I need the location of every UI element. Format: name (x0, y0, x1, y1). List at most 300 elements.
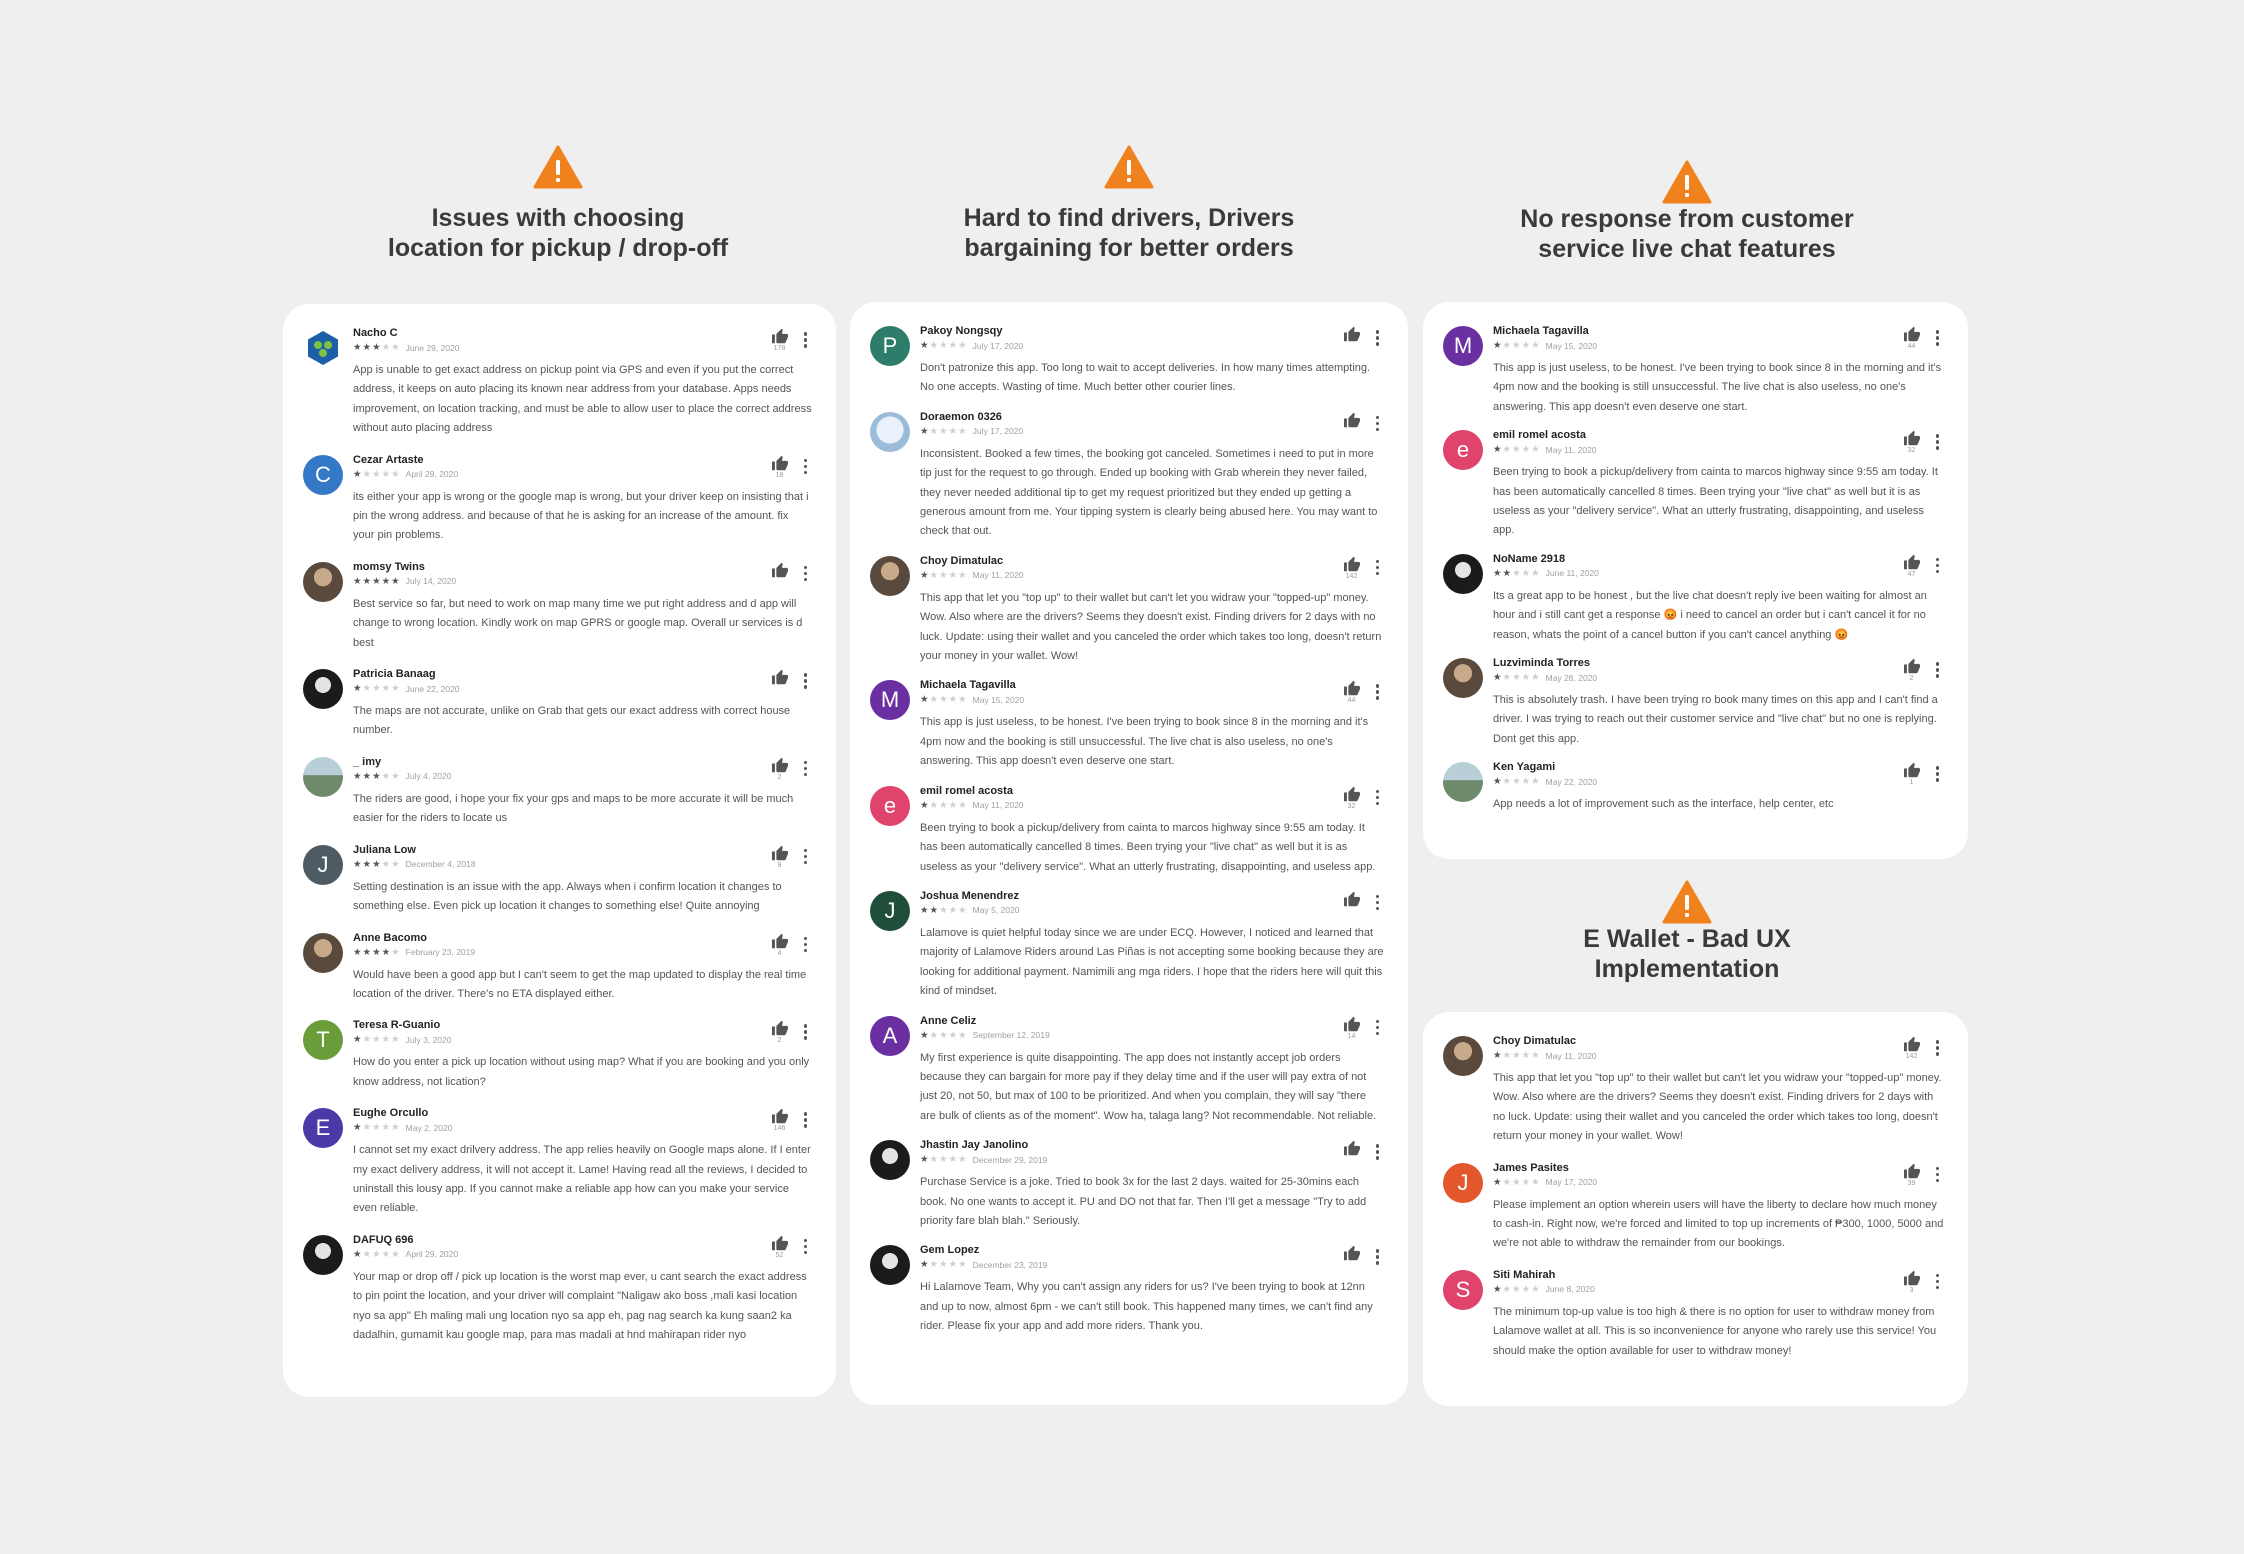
star-icon: ★ (391, 1122, 401, 1134)
star-icon: ★ (362, 770, 373, 782)
thumbs-up-icon (1343, 326, 1361, 342)
review-meta (353, 682, 812, 695)
helpful-button[interactable] (1343, 326, 1361, 343)
review-date: June 8, 2020 (1545, 1284, 1595, 1295)
review-item (870, 678, 1384, 771)
review-text: App needs a lot of improvement such as the interface, help center, etc (1493, 798, 1834, 811)
review-text: its either your app is wrong or the google map is wrong, but your driver keep on insisting that i pin the wrong address. and because of that he is asking for an increase of the amount. fix your pin problems. (353, 490, 809, 542)
reviewer-name: Choy Dimatulac (1493, 1035, 1577, 1047)
helpful-count: 44 (1347, 697, 1356, 705)
review-meta (920, 693, 1384, 706)
star-icon: ★ (958, 340, 968, 351)
reviewer-name: Anne Celiz (920, 1014, 977, 1027)
review-meta (1493, 775, 1944, 788)
star-icon: ★ (391, 1248, 401, 1260)
helpful-button[interactable] (771, 1020, 789, 1045)
review-meta (353, 858, 812, 871)
star-rating (1493, 339, 1541, 352)
more-vertical-icon[interactable] (799, 933, 813, 957)
helpful-button[interactable] (1343, 556, 1361, 581)
avatar (1443, 658, 1483, 698)
star-icon: ★ (391, 342, 401, 353)
more-vertical-icon[interactable] (799, 455, 813, 479)
reviewer-name: _ imy (353, 755, 382, 768)
review-item (303, 453, 812, 546)
review-actions (1903, 430, 1945, 455)
star-icon: ★ (362, 683, 373, 695)
helpful-button[interactable] (1343, 786, 1361, 811)
star-icon: ★ (1512, 1283, 1522, 1295)
review-item (303, 1233, 812, 1346)
reviews-card-location (283, 304, 836, 1397)
star-icon: ★ (958, 694, 968, 706)
review-date: December 23, 2019 (972, 1259, 1048, 1270)
review-item (1443, 656, 1944, 749)
star-icon: ★ (1521, 1050, 1532, 1061)
star-icon: ★ (948, 904, 959, 916)
star-icon: ★ (381, 770, 392, 782)
more-vertical-icon[interactable] (1931, 430, 1945, 454)
star-icon: ★ (391, 858, 401, 870)
more-vertical-icon[interactable] (799, 1235, 813, 1259)
star-icon: ★ (362, 342, 373, 353)
review-item (303, 843, 812, 917)
review-meta (1493, 567, 1944, 580)
thumbs-up-icon (771, 757, 789, 773)
review-actions (771, 328, 813, 353)
star-icon: ★ (1502, 1283, 1513, 1295)
thumbs-up-icon (1903, 658, 1921, 674)
review-item (870, 889, 1384, 1002)
review-text: The minimum top-up value is too high & there is no option for user to withdraw money from Lalamove wallet at all. This is so inconvenience for anyone who rarely use this service! You should make the option available for user to withdraw money! (1493, 1305, 1937, 1357)
reviewer-name: momsy Twins (353, 560, 425, 573)
review-item (870, 784, 1384, 877)
star-icon: ★ (391, 683, 401, 695)
more-vertical-icon[interactable] (1931, 326, 1945, 350)
more-vertical-icon[interactable] (1931, 1036, 1945, 1060)
helpful-button[interactable] (771, 1235, 789, 1260)
helpful-button[interactable] (1343, 680, 1361, 705)
reviewer-name: NoName 2918 (1493, 552, 1566, 565)
helpful-button[interactable] (1903, 1163, 1921, 1188)
helpful-button[interactable] (1903, 658, 1921, 683)
thumbs-up-icon (1343, 891, 1361, 907)
more-vertical-icon[interactable] (1371, 891, 1385, 915)
helpful-button[interactable] (1343, 1245, 1361, 1262)
star-rating (353, 682, 401, 695)
section-title: No response from customer service live chat features (1520, 205, 1854, 263)
helpful-button[interactable] (771, 328, 789, 353)
review-item (303, 1018, 812, 1092)
thumbs-up-icon (1343, 412, 1361, 428)
star-icon: ★ (362, 468, 373, 480)
helpful-button[interactable] (1343, 412, 1361, 429)
star-rating (353, 468, 401, 481)
review-text: This app that let you "top up" to their wallet but can't let you widraw your "topped-up" money. Wow. Also where are the drivers? Seems they doesn't exist. Finding drivers for 2 days with no luck. Update: using their wallet and you canceled the order which takes too long, doesn't return your money in your wallet. Wow! (920, 591, 1382, 663)
star-icon: ★ (381, 946, 392, 958)
star-rating (920, 1029, 968, 1042)
helpful-count: 52 (775, 1251, 784, 1259)
star-icon: ★ (1531, 1050, 1541, 1061)
star-icon: ★ (1521, 1176, 1532, 1188)
review-date: May 11, 2020 (972, 800, 1024, 811)
star-icon: ★ (1493, 1050, 1503, 1061)
section-title: Hard to find drivers, Drivers bargaining for better orders (963, 204, 1295, 262)
avatar: M (870, 680, 910, 720)
helpful-count: 3 (1909, 1286, 1914, 1294)
reviewer-name: Doraemon 0326 (920, 410, 1002, 423)
review-actions (771, 845, 813, 870)
review-date: June 11, 2020 (1545, 568, 1599, 579)
review-actions (1903, 762, 1945, 787)
star-rating (920, 569, 968, 582)
review-meta (1493, 339, 1944, 352)
more-vertical-icon[interactable] (799, 1108, 813, 1132)
warning-triangle-icon (1662, 160, 1712, 204)
star-icon: ★ (353, 946, 363, 958)
star-rating (1493, 1049, 1541, 1062)
review-item (1443, 552, 1944, 645)
thumbs-up-icon (1903, 326, 1921, 342)
star-icon: ★ (920, 1029, 930, 1041)
avatar (303, 933, 343, 973)
review-item (1443, 428, 1944, 541)
star-icon: ★ (958, 1154, 968, 1166)
helpful-count: 2 (777, 773, 782, 781)
star-icon: ★ (1502, 776, 1513, 788)
helpful-button[interactable] (771, 455, 789, 480)
review-date: September 12, 2019 (972, 1030, 1050, 1041)
reviewer-name: emil romel acosta (920, 784, 1013, 797)
review-item (870, 1138, 1384, 1231)
helpful-count: 18 (775, 471, 784, 479)
more-vertical-icon[interactable] (1371, 412, 1385, 436)
star-icon: ★ (920, 569, 930, 581)
review-meta (353, 946, 812, 959)
review-date: May 17, 2020 (1545, 1177, 1598, 1188)
review-item (303, 560, 812, 653)
more-vertical-icon[interactable] (799, 669, 813, 693)
thumbs-up-icon (1903, 1036, 1921, 1052)
review-date: May 11, 2020 (972, 570, 1024, 581)
review-text: Would have been a good app but I can't seem to get the map updated to display the real time location of the driver. There's no ETA displayed either. (353, 968, 807, 1000)
star-icon: ★ (381, 1248, 392, 1260)
star-icon: ★ (929, 694, 940, 706)
star-icon: ★ (920, 1154, 930, 1166)
avatar (303, 757, 343, 797)
star-icon: ★ (1521, 340, 1532, 351)
review-date: May 5, 2020 (972, 905, 1020, 916)
more-vertical-icon[interactable] (799, 757, 813, 781)
review-text: Been trying to book a pickup/delivery from cainta to marcos highway since 9:55 am today. It has been automatically cancelled 8 times. Been trying your "live chat" as well but it is as useless as your "delivery service". What an utterly frustrating, disappointing, and useless app. (920, 821, 1376, 873)
review-meta (920, 425, 1384, 438)
review-date: June 22, 2020 (405, 683, 460, 694)
review-date: May 15, 2020 (1545, 340, 1598, 351)
review-meta (920, 1258, 1384, 1271)
star-rating (920, 1258, 968, 1271)
review-meta (1493, 671, 1944, 684)
warning-triangle-icon (1104, 145, 1154, 189)
helpful-button[interactable] (1903, 326, 1921, 351)
star-icon: ★ (948, 1154, 959, 1166)
review-text: The riders are good, i hope your fix your gps and maps to be more accurate it will be much easier for the riders to locate us (353, 792, 794, 825)
review-meta (920, 1153, 1384, 1166)
helpful-button[interactable] (1903, 430, 1921, 455)
star-icon: ★ (1512, 444, 1522, 456)
avatar (1443, 762, 1483, 802)
reviewer-name: emil romel acosta (1493, 429, 1586, 442)
star-icon: ★ (372, 1122, 382, 1134)
review-item (1443, 760, 1944, 814)
star-rating (353, 946, 401, 959)
review-meta (920, 1029, 1384, 1042)
helpful-count: 32 (1907, 447, 1916, 455)
star-icon: ★ (372, 575, 382, 587)
star-icon: ★ (948, 1259, 959, 1271)
more-vertical-icon[interactable] (1931, 1270, 1945, 1294)
star-icon: ★ (939, 1259, 949, 1271)
review-actions (1343, 1140, 1385, 1164)
review-date: December 29, 2019 (972, 1154, 1048, 1165)
star-icon: ★ (372, 1034, 382, 1046)
more-vertical-icon[interactable] (799, 328, 813, 352)
review-actions (1903, 1036, 1945, 1061)
star-icon: ★ (353, 575, 363, 587)
star-icon: ★ (939, 1154, 949, 1166)
review-date: May 15, 2020 (972, 694, 1025, 705)
reviewer-name: James Pasites (1493, 1161, 1569, 1174)
reviewer-name: Nacho C (353, 327, 398, 339)
star-icon: ★ (381, 468, 392, 480)
helpful-count: 146 (773, 1125, 786, 1133)
reviewer-name: Pakoy Nongsqy (920, 325, 1003, 337)
review-actions (1343, 786, 1385, 811)
star-icon: ★ (939, 799, 949, 811)
review-meta (353, 1121, 812, 1134)
more-vertical-icon[interactable] (1371, 786, 1385, 810)
helpful-count: 2 (1909, 675, 1914, 683)
avatar (303, 1235, 343, 1275)
review-date: April 29, 2020 (405, 469, 459, 480)
reviewer-name: Patricia Banaag (353, 668, 436, 681)
helpful-button[interactable] (771, 1108, 789, 1133)
reviewer-name: Juliana Low (353, 843, 416, 856)
star-icon: ★ (1493, 1176, 1503, 1188)
review-actions (771, 1235, 813, 1260)
review-item (1443, 1034, 1944, 1147)
helpful-button[interactable] (771, 562, 789, 579)
helpful-button[interactable] (771, 669, 789, 686)
reviewer-name: Luzviminda Torres (1493, 657, 1590, 670)
thumbs-up-icon (771, 933, 789, 949)
star-icon: ★ (381, 575, 392, 587)
helpful-count: 142 (1905, 1053, 1918, 1060)
review-date: July 4, 2020 (405, 771, 452, 782)
star-icon: ★ (362, 1248, 373, 1260)
reviewer-name: Choy Dimatulac (920, 554, 1004, 567)
review-item (870, 410, 1384, 542)
review-meta (1493, 1176, 1944, 1189)
review-date: May 11, 2020 (1545, 1050, 1597, 1061)
star-icon: ★ (1512, 1176, 1522, 1188)
star-rating (1493, 671, 1541, 684)
star-rating (920, 339, 968, 352)
star-icon: ★ (381, 858, 392, 870)
star-icon: ★ (939, 340, 949, 351)
reviewer-name: Michaela Tagavilla (1493, 325, 1589, 337)
star-icon: ★ (362, 1034, 373, 1046)
star-icon: ★ (929, 569, 940, 581)
star-icon: ★ (1531, 444, 1541, 456)
helpful-button[interactable] (1343, 891, 1361, 908)
star-icon: ★ (381, 342, 392, 353)
reviewer-name: Michaela Tagavilla (920, 679, 1016, 692)
more-vertical-icon[interactable] (799, 562, 813, 586)
thumbs-up-icon (771, 1108, 789, 1124)
thumbs-up-icon (1903, 430, 1921, 446)
star-icon: ★ (353, 770, 363, 782)
thumbs-up-icon (771, 845, 789, 861)
avatar (1443, 1036, 1483, 1076)
star-rating (353, 575, 401, 588)
avatar (870, 556, 910, 596)
review-date: July 3, 2020 (405, 1034, 452, 1045)
more-vertical-icon[interactable] (1371, 326, 1385, 350)
helpful-count: 9 (777, 861, 782, 869)
helpful-count: 32 (1347, 802, 1356, 810)
warning-triangle-icon (533, 145, 583, 189)
star-icon: ★ (391, 575, 401, 587)
review-date: May 2, 2020 (405, 1122, 453, 1133)
star-icon: ★ (948, 340, 959, 351)
review-actions (1903, 1163, 1945, 1188)
star-icon: ★ (958, 904, 968, 916)
review-item (870, 554, 1384, 667)
review-meta (353, 575, 812, 588)
star-icon: ★ (958, 1029, 968, 1041)
review-actions (771, 1020, 813, 1045)
thumbs-up-icon (771, 562, 789, 578)
star-icon: ★ (1502, 1050, 1513, 1061)
avatar (303, 328, 343, 368)
star-icon: ★ (362, 858, 373, 870)
star-icon: ★ (939, 1029, 949, 1041)
thumbs-up-icon (1903, 554, 1921, 570)
review-text: Don't patronize this app. Too long to wait to accept deliveries. In how many times attempting. No one accepts. Wasting of time. Much better other courier lines. (920, 362, 1371, 394)
thumbs-up-icon (1343, 1016, 1361, 1032)
more-vertical-icon[interactable] (799, 1020, 813, 1044)
avatar: M (1443, 326, 1483, 366)
helpful-button[interactable] (1903, 554, 1921, 579)
review-text: App is unable to get exact address on pickup point via GPS and even if you put the correct address, it keeps on auto placing its known near address from your database. Apps needs improvement, on location tracking, and must be able to allow user to place the correct address without auto placing address (353, 364, 812, 435)
star-icon: ★ (1521, 444, 1532, 456)
more-vertical-icon[interactable] (1931, 1163, 1945, 1187)
review-text: Lalamove is quiet helpful today since we are under ECQ. However, I noticed and learned that majority of Lalamove Riders around Las Piñas is not accepting some booking because they are looking for additional payment. Namimili ang mga riders. I hope that the riders here will quit this kind of mindset. (920, 926, 1384, 998)
star-icon: ★ (939, 569, 949, 581)
helpful-count: 39 (1907, 1179, 1916, 1187)
more-vertical-icon[interactable] (1371, 556, 1385, 580)
helpful-count: 1 (1909, 779, 1914, 787)
star-icon: ★ (1531, 1283, 1541, 1295)
review-text: Inconsistent. Booked a few times, the booking got canceled. Sometimes i need to put in more tip just for the request to go through. Ended up booking with Grab wherein they never failed, they never needed additional tip to get my request prioritized but they ended up getting a generous amount from me. Your tipping system is clearly being abused here. You may want to check that out. (920, 447, 1378, 538)
star-icon: ★ (920, 425, 930, 437)
star-rating (353, 1248, 401, 1261)
section-title: E Wallet - Bad UX Implementation (1583, 925, 1791, 983)
more-vertical-icon[interactable] (799, 845, 813, 869)
thumbs-up-icon (771, 328, 789, 344)
star-icon: ★ (948, 799, 959, 811)
avatar (870, 412, 910, 452)
more-vertical-icon[interactable] (1931, 554, 1945, 578)
star-icon: ★ (353, 1122, 363, 1134)
thumbs-up-icon (1343, 680, 1361, 696)
star-icon: ★ (920, 694, 930, 706)
thumbs-up-icon (1903, 1270, 1921, 1286)
more-vertical-icon[interactable] (1371, 680, 1385, 704)
more-vertical-icon[interactable] (1371, 1016, 1385, 1040)
star-icon: ★ (929, 340, 940, 351)
review-item (870, 324, 1384, 398)
star-icon: ★ (391, 1034, 401, 1046)
star-icon: ★ (1521, 776, 1532, 788)
helpful-button[interactable] (1343, 1016, 1361, 1041)
star-icon: ★ (939, 904, 949, 916)
more-vertical-icon[interactable] (1931, 658, 1945, 682)
review-actions (1343, 1016, 1385, 1041)
thumbs-up-icon (771, 1235, 789, 1251)
review-date: February 23, 2019 (405, 947, 476, 957)
more-vertical-icon[interactable] (1371, 1140, 1385, 1164)
star-icon: ★ (1493, 444, 1503, 456)
avatar: T (303, 1020, 343, 1060)
helpful-button[interactable] (1903, 1036, 1921, 1061)
helpful-button[interactable] (1903, 1270, 1921, 1295)
star-icon: ★ (381, 1122, 392, 1134)
star-icon: ★ (1521, 1283, 1532, 1295)
star-icon: ★ (929, 425, 940, 437)
helpful-button[interactable] (771, 757, 789, 782)
review-date: April 29, 2020 (405, 1249, 459, 1260)
review-text: This app is just useless, to be honest. I've been trying to book since 8 in the morning and it's 4pm now and the booking is still unsuccessful. The live chat is also useless, no one's answering. This app doesn't even deserve one start. (920, 716, 1369, 768)
avatar: e (870, 786, 910, 826)
helpful-count: 142 (1345, 572, 1358, 580)
star-icon: ★ (1493, 340, 1503, 351)
review-meta (353, 341, 812, 354)
review-item (303, 667, 812, 741)
helpful-button[interactable] (1903, 762, 1921, 787)
helpful-button[interactable] (771, 845, 789, 870)
more-vertical-icon[interactable] (1371, 1245, 1385, 1269)
star-rating (353, 770, 401, 783)
star-icon: ★ (372, 683, 382, 695)
star-icon: ★ (372, 1248, 382, 1260)
avatar: J (870, 891, 910, 931)
review-item (303, 755, 812, 829)
more-vertical-icon[interactable] (1931, 762, 1945, 786)
star-icon: ★ (958, 1259, 968, 1271)
star-icon: ★ (1502, 1176, 1513, 1188)
review-meta (920, 904, 1384, 917)
review-actions (1343, 1245, 1385, 1269)
helpful-button[interactable] (771, 933, 789, 958)
review-actions (771, 455, 813, 480)
helpful-button[interactable] (1343, 1140, 1361, 1157)
star-icon: ★ (362, 575, 373, 587)
review-text: This app is just useless, to be honest. I've been trying to book since 8 in the morning and it's 4pm now and the booking is still unsuccessful. The live chat is also useless, no one's answering. This app doesn't even deserve one start. (1493, 362, 1942, 413)
star-icon: ★ (1502, 444, 1513, 456)
star-icon: ★ (362, 946, 373, 958)
review-text: My first experience is quite disappointing. The app does not instantly accept job orders because they can bargain for more pay if they delay time and if the user will pay extra of not just 20, not 50, but max of 100 to be prioritized. And when you complain, they will say "there are bulk of clients as of the moment". Wow ha, talaga lang? Not recommendable. Not reliable. (920, 1051, 1377, 1122)
